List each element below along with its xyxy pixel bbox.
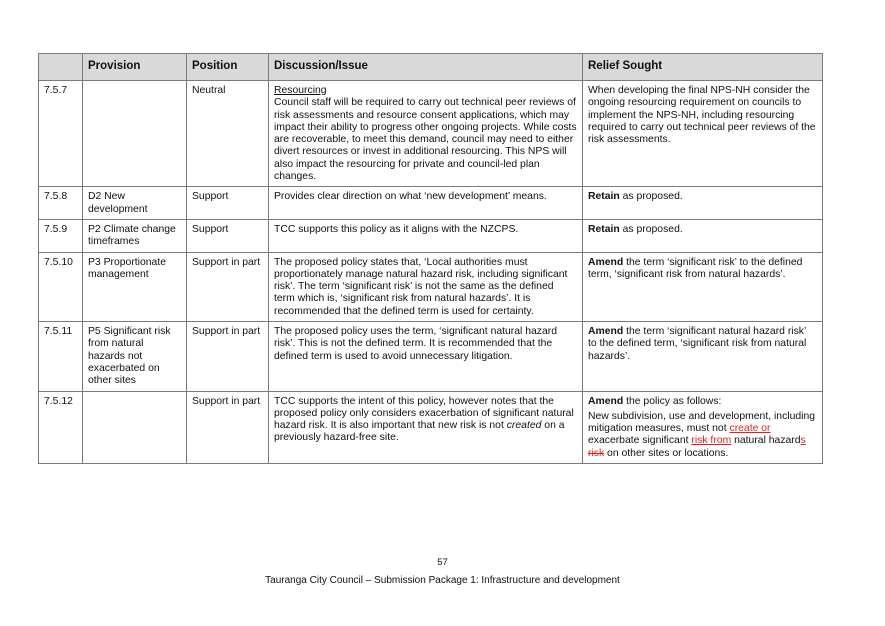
inserted-text: s xyxy=(800,435,806,447)
header-relief: Relief Sought xyxy=(583,54,823,81)
provision-cell xyxy=(83,81,187,187)
table-row xyxy=(39,219,823,252)
deleted-text: risk xyxy=(588,447,605,459)
header-position: Position xyxy=(187,54,269,81)
ref-cell: 7.5.10 xyxy=(39,252,83,321)
page-number: 57 xyxy=(437,557,448,568)
relief-cell xyxy=(583,322,823,391)
page-footer: Tauranga City Council – Submission Package 1: Infrastructure and development xyxy=(265,575,620,586)
discussion-cell xyxy=(269,391,583,463)
ref-cell: 7.5.11 xyxy=(39,322,83,391)
discussion-cell: The proposed policy uses the term, ‘significant natural hazard risk’. This is not the defined term. It is recommended that the defined term is used to avoid unnecessary litigation. xyxy=(269,322,583,391)
ref-cell: 7.5.9 xyxy=(39,219,83,252)
relief-text: the term ‘significant natural hazard risk’ to the defined term, ‘significant risk from natural hazards’. xyxy=(588,326,807,362)
table-row xyxy=(39,391,823,463)
table-row xyxy=(39,81,823,187)
provision-cell: P5 Significant risk from natural hazards not exacerbated on other sites xyxy=(83,322,187,391)
policy-text: natural hazard xyxy=(731,435,801,447)
relief-cell xyxy=(583,391,823,463)
header-discussion: Discussion/Issue xyxy=(269,54,583,81)
discussion-text: TCC supports the intent of this policy, however notes that the proposed policy only considers exacerbation of significant natural hazard risk. It is also important that new risk is not xyxy=(274,395,574,432)
relief-action: Amend xyxy=(588,256,624,268)
relief-text: as proposed. xyxy=(619,191,683,203)
ref-cell: 7.5.8 xyxy=(39,187,83,220)
submission-table xyxy=(38,53,823,464)
header-provision: Provision xyxy=(83,54,187,81)
provision-cell: P3 Proportionate management xyxy=(83,252,187,321)
relief-text: as proposed. xyxy=(619,223,683,235)
relief-action: Amend xyxy=(588,326,624,338)
provision-cell: P2 Climate change timeframes xyxy=(83,219,187,252)
relief-tracked-change xyxy=(588,411,817,460)
policy-text: on other sites or locations. xyxy=(604,447,729,459)
relief-cell: When developing the final NPS-NH consider the ongoing resourcing requirement on councils to implement the NPS-NH, including resourcing required to carry out technical peer reviews of the risk assessments. xyxy=(583,81,823,187)
position-cell: Support xyxy=(187,187,269,220)
position-cell: Support in part xyxy=(187,322,269,391)
provision-cell xyxy=(83,391,187,463)
table-header-row xyxy=(39,54,823,81)
relief-action: Retain xyxy=(588,191,620,203)
discussion-text: on a previously hazard-free site. xyxy=(274,420,565,444)
position-cell: Support in part xyxy=(187,391,269,463)
table-row xyxy=(39,322,823,391)
policy-text: New subdivision, use and development, including mitigation measures, must not xyxy=(588,410,816,435)
header-ref xyxy=(39,54,83,81)
discussion-cell xyxy=(269,81,583,187)
inserted-text: create or xyxy=(729,423,771,435)
position-cell: Support in part xyxy=(187,252,269,321)
position-cell: Support xyxy=(187,219,269,252)
position-cell: Neutral xyxy=(187,81,269,187)
discussion-cell: The proposed policy states that, ‘Local authorities must proportionately manage natural hazard risk, including significant risk’. The term ‘significant risk’ is not the same as the defined term which is, ‘significant risk from natural hazards’. It is recommended that the defined term is used for certainty. xyxy=(269,252,583,321)
relief-cell xyxy=(583,252,823,321)
inserted-text: risk from xyxy=(691,435,732,447)
table-row xyxy=(39,187,823,220)
policy-text: exacerbate significant xyxy=(588,435,692,447)
relief-text: the policy as follows: xyxy=(623,395,722,407)
ref-cell: 7.5.7 xyxy=(39,81,83,187)
relief-intro xyxy=(588,396,817,408)
discussion-cell: Provides clear direction on what ‘new development’ means. xyxy=(269,187,583,220)
ref-cell: 7.5.12 xyxy=(39,391,83,463)
relief-action: Retain xyxy=(588,223,620,235)
discussion-heading: Resourcing xyxy=(274,85,327,96)
provision-cell: D2 New development xyxy=(83,187,187,220)
table-row xyxy=(39,252,823,321)
relief-action: Amend xyxy=(588,395,624,407)
discussion-text: Council staff will be required to carry out technical peer reviews of risk assessments and resource consent applications, which may impact their ability to progress other ongoing projects. While costs are recoverable, to meet this demand, council may need to either divert resources or invest in additional resourcing. This NPS will also impact the resourcing for private and council-led plan changes. xyxy=(274,97,577,183)
discussion-cell: TCC supports this policy as it aligns with the NZCPS. xyxy=(269,219,583,252)
discussion-emphasis: created xyxy=(506,420,542,432)
relief-cell xyxy=(583,219,823,252)
relief-cell xyxy=(583,187,823,220)
relief-text: the term ‘significant risk’ to the defined term, ‘significant risk from natural hazards’. xyxy=(588,256,803,280)
